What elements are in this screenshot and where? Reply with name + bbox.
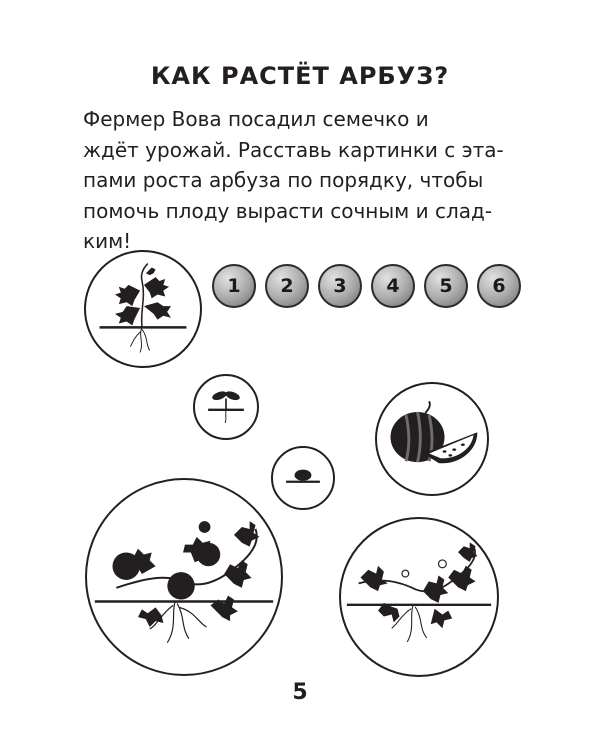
- order-number-badge: 4: [371, 264, 415, 308]
- instruction-text: [83, 104, 523, 257]
- seedling-picture[interactable]: [193, 374, 259, 440]
- page-title: КАК РАСТЁТ АРБУЗ?: [150, 62, 450, 90]
- order-number-badge: 6: [477, 264, 521, 308]
- vine-with-watermelons-icon: [87, 480, 281, 674]
- instruction-line: пами роста арбуза по порядку, чтобы: [83, 168, 484, 192]
- seedling-icon: [195, 376, 257, 438]
- leafy-sprout-icon: [86, 252, 200, 366]
- order-number-badge: 1: [212, 264, 256, 308]
- order-number-badge: 3: [318, 264, 362, 308]
- instruction-line: помочь плоду вырасти сочным и слад-: [83, 198, 493, 223]
- instruction-line: ждёт урожай. Расставь картинки с эта-: [83, 137, 504, 162]
- page-number: 5: [292, 680, 308, 705]
- watermelon-icon: [377, 384, 487, 494]
- watermelon-fruit-picture[interactable]: [375, 382, 489, 496]
- seed-icon: [273, 448, 333, 508]
- order-number-badge: 2: [265, 264, 309, 308]
- order-number-badge: 5: [424, 264, 468, 308]
- vine-with-flowers-picture[interactable]: [339, 517, 499, 677]
- vine-with-watermelons-picture[interactable]: [85, 478, 283, 676]
- instruction-line: Фермер Вова посадил семечко и: [83, 107, 429, 131]
- instruction-line: ким!: [83, 229, 132, 253]
- leafy-sprout-with-root-picture[interactable]: [84, 250, 202, 368]
- vine-with-flowers-icon: [341, 519, 497, 675]
